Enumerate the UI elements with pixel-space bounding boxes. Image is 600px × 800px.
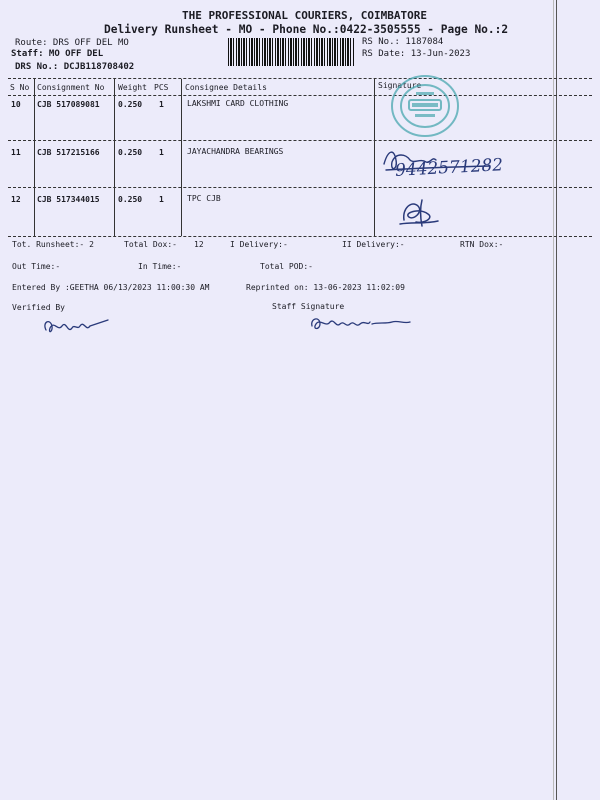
total-dox-label: Total Dox:- [124, 240, 177, 249]
runsheet-subtitle: Delivery Runsheet - MO - Phone No.:0422-3505555 - Page No.:2 [104, 23, 509, 36]
cell-sno: 10 [11, 100, 21, 109]
table-top-rule [8, 78, 592, 79]
rs-date: RS Date: 13-Jun-2023 [362, 49, 471, 59]
header-pcs: PCS [154, 83, 169, 92]
cell-pcs: 1 [159, 100, 164, 109]
staff-label: Staff: MO OFF DEL [11, 49, 104, 59]
column-divider [34, 79, 35, 236]
page-edge [556, 0, 557, 800]
i-delivery-label: I Delivery:- [230, 240, 288, 249]
header-sno: S No [10, 83, 30, 92]
page-edge-shadow [553, 0, 554, 800]
cell-pcs: 1 [159, 148, 164, 157]
ii-delivery-label: II Delivery:- [342, 240, 405, 249]
total-dox-value: 12 [194, 240, 204, 249]
cell-pcs: 1 [159, 195, 164, 204]
table-header-rule [8, 95, 592, 96]
cell-consignee: LAKSHMI CARD CLOTHING [187, 99, 289, 108]
staff-signature-label: Staff Signature [272, 302, 345, 311]
cell-weight: 0.250 [118, 148, 143, 157]
column-divider [114, 79, 115, 236]
table-bottom-rule [8, 236, 592, 237]
cell-sno: 12 [11, 195, 21, 204]
cell-sno: 11 [11, 148, 21, 157]
verifier-signature [40, 312, 112, 340]
barcode [228, 38, 354, 66]
column-divider [181, 79, 182, 236]
in-time-label: In Time:- [138, 262, 182, 271]
route-label: Route: DRS OFF DEL MO [15, 38, 129, 48]
drs-number: DRS No.: DCJB118708402 [15, 62, 135, 72]
cell-consignee: JAYACHANDRA BEARINGS [187, 147, 284, 156]
handwritten-signature [398, 194, 440, 230]
header-consignee: Consignee Details [185, 83, 267, 92]
cell-consignment: CJB 517344015 [37, 195, 100, 204]
total-pod-label: Total POD:- [260, 262, 313, 271]
cell-consignment: CJB 517089081 [37, 100, 100, 109]
entered-by: Entered By :GEETHA 06/13/2023 11:00:30 AM [12, 283, 210, 292]
company-title: THE PROFESSIONAL COURIERS, COIMBATORE [182, 9, 428, 22]
rs-number: RS No.: 1187084 [362, 37, 444, 47]
verified-by-label: Verified By [12, 303, 65, 312]
header-signature: Signature [378, 81, 422, 90]
out-time-label: Out Time:- [12, 262, 61, 271]
cell-weight: 0.250 [118, 195, 143, 204]
total-runsheet: Tot. Runsheet:- 2 [12, 240, 94, 249]
reprinted-on: Reprinted on: 13-06-2023 11:02:09 [246, 283, 405, 292]
staff-signature [306, 312, 416, 336]
rtn-dox-label: RTN Dox:- [460, 240, 504, 249]
cell-consignment: CJB 517215166 [37, 148, 100, 157]
header-weight: Weight [118, 83, 147, 92]
company-stamp [385, 66, 465, 146]
column-divider [374, 79, 375, 236]
cell-weight: 0.250 [118, 100, 143, 109]
handwritten-phone: 9442571282 [394, 155, 504, 181]
cell-consignee: TPC CJB [187, 194, 221, 203]
header-consignment: Consignment No [37, 83, 105, 92]
